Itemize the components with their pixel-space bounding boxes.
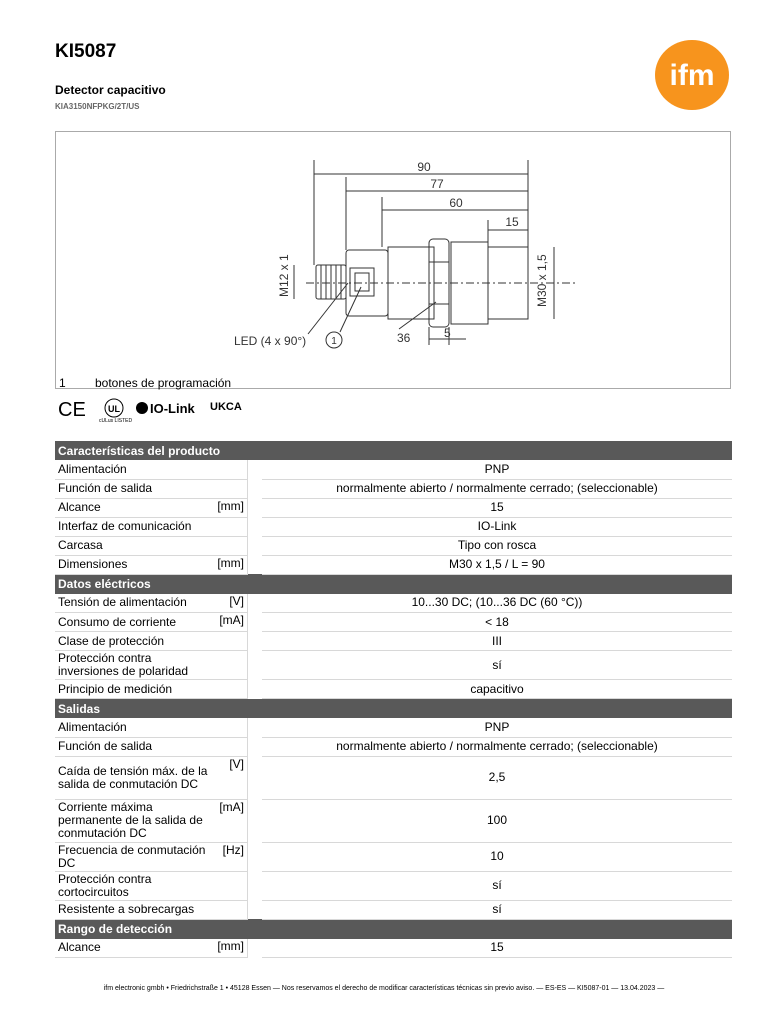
spec-row	[55, 555, 732, 574]
section-title: Salidas	[55, 699, 732, 719]
spec-gap	[248, 651, 263, 680]
spec-gap	[248, 737, 263, 756]
spec-label: Función de salida	[55, 479, 216, 498]
spec-gap	[248, 842, 263, 871]
dim-60: 60	[449, 196, 463, 210]
spec-gap	[248, 498, 263, 517]
spec-gap	[248, 632, 263, 651]
section-header	[55, 441, 732, 460]
spec-unit	[216, 871, 248, 900]
spec-row	[55, 737, 732, 756]
spec-value: normalmente abierto / normalmente cerrado; (seleccionable)	[262, 479, 732, 498]
spec-value: PNP	[262, 460, 732, 479]
footer-text: ifm electronic gmbh • Friedrichstraße 1 • 45128 Essen — Nos reservamos el derecho de modificar características técnicas sin previo aviso. — ES-ES — KI5087-01 — 13.04.2023 —	[103, 985, 665, 992]
section-title: Características del producto	[55, 441, 732, 460]
spec-gap	[248, 756, 263, 799]
spec-gap	[248, 900, 263, 919]
spec-unit	[216, 680, 248, 699]
certification-logos	[58, 396, 243, 424]
marker-1: 1	[331, 336, 337, 347]
section-header	[55, 919, 732, 939]
spec-gap	[248, 536, 263, 555]
spec-gap	[248, 517, 263, 536]
spec-label: Protección contra inversiones de polaridad	[55, 651, 216, 680]
spec-unit: [mm]	[216, 555, 248, 574]
footer	[0, 985, 768, 992]
ce-mark: CE	[58, 399, 86, 421]
spec-value: sí	[262, 900, 732, 919]
spec-value: PNP	[262, 718, 732, 737]
spec-value: 2,5	[262, 756, 732, 799]
spec-value: 10...30 DC; (10...36 DC (60 °C))	[262, 594, 732, 613]
spec-unit	[216, 517, 248, 536]
spec-value: III	[262, 632, 732, 651]
spec-gap	[248, 939, 263, 958]
spec-row	[55, 460, 732, 479]
spec-value: 15	[262, 498, 732, 517]
spec-row	[55, 613, 732, 632]
spec-value: sí	[262, 651, 732, 680]
spec-row	[55, 517, 732, 536]
spec-label: Alcance	[55, 939, 216, 958]
spec-row	[55, 536, 732, 555]
spec-gap	[248, 460, 263, 479]
spec-label: Función de salida	[55, 737, 216, 756]
spec-unit	[216, 460, 248, 479]
spec-row	[55, 651, 732, 680]
spec-unit: [Hz]	[216, 842, 248, 871]
spec-label: Interfaz de comunicación	[55, 517, 216, 536]
spec-unit: [mm]	[216, 498, 248, 517]
io-link-mark	[136, 401, 196, 416]
spec-label: Consumo de corriente	[55, 613, 216, 632]
spec-row	[55, 842, 732, 871]
logo-text: ifm	[669, 59, 715, 92]
spec-unit: [V]	[216, 594, 248, 613]
spec-row	[55, 799, 732, 842]
dim-90: 90	[417, 160, 431, 174]
ukca-mark: UKCA	[210, 401, 242, 413]
spec-unit	[216, 737, 248, 756]
spec-label: Caída de tensión máx. de la salida de conmutación DC	[55, 756, 216, 799]
spec-row	[55, 680, 732, 699]
spec-label: Resistente a sobrecargas	[55, 900, 216, 919]
spec-value: 10	[262, 842, 732, 871]
spec-unit	[216, 632, 248, 651]
spec-table	[55, 441, 732, 958]
spec-row	[55, 939, 732, 958]
product-subtitle: Detector capacitivo	[55, 83, 166, 97]
spec-row	[55, 900, 732, 919]
section-title: Rango de detección	[55, 919, 732, 939]
spec-unit	[216, 536, 248, 555]
dimension-drawing	[55, 131, 731, 389]
svg-text:UL: UL	[108, 404, 120, 414]
dim-15: 15	[505, 215, 519, 229]
spec-label: Clase de protección	[55, 632, 216, 651]
wrench-size: 36	[397, 331, 411, 345]
spec-value: sí	[262, 871, 732, 900]
spec-label: Alimentación	[55, 718, 216, 737]
spec-value: capacitivo	[262, 680, 732, 699]
spec-unit	[216, 900, 248, 919]
spec-row	[55, 632, 732, 651]
legend-text: botones de programación	[95, 376, 232, 390]
spec-gap	[248, 680, 263, 699]
nut-width: 5	[444, 326, 451, 340]
spec-gap	[248, 718, 263, 737]
dim-77: 77	[430, 177, 444, 191]
legend-number: 1	[59, 376, 66, 390]
spec-value: Tipo con rosca	[262, 536, 732, 555]
ul-mark	[99, 399, 132, 424]
spec-value: < 18	[262, 613, 732, 632]
ifm-logo	[654, 39, 730, 111]
spec-label: Tensión de alimentación	[55, 594, 216, 613]
spec-value: normalmente abierto / normalmente cerrado; (seleccionable)	[262, 737, 732, 756]
spec-value: 15	[262, 939, 732, 958]
spec-gap	[248, 479, 263, 498]
spec-gap	[248, 594, 263, 613]
spec-label: Alcance	[55, 498, 216, 517]
spec-row	[55, 871, 732, 900]
spec-gap	[248, 799, 263, 842]
product-title: KI5087	[55, 41, 117, 62]
spec-row	[55, 498, 732, 517]
spec-label: Carcasa	[55, 536, 216, 555]
spec-gap	[248, 613, 263, 632]
spec-gap	[248, 555, 263, 574]
spec-row	[55, 718, 732, 737]
spec-value: IO-Link	[262, 517, 732, 536]
led-label: LED (4 x 90°)	[234, 334, 307, 348]
spec-unit	[216, 718, 248, 737]
spec-unit	[216, 479, 248, 498]
spec-value: 100	[262, 799, 732, 842]
spec-row	[55, 594, 732, 613]
sensor-drawing	[56, 132, 732, 390]
spec-label: Principio de medición	[55, 680, 216, 699]
section-header	[55, 699, 732, 719]
spec-label: Dimensiones	[55, 555, 216, 574]
spec-label: Alimentación	[55, 460, 216, 479]
spec-value: M30 x 1,5 / L = 90	[262, 555, 732, 574]
spec-row	[55, 479, 732, 498]
spec-unit: [mA]	[216, 613, 248, 632]
section-title: Datos eléctricos	[55, 574, 732, 594]
dim-m30: M30 x 1,5	[535, 254, 549, 307]
spec-unit: [mm]	[216, 939, 248, 958]
spec-label: Corriente máxima permanente de la salida de conmutación DC	[55, 799, 216, 842]
spec-label: Protección contra cortocircuitos	[55, 871, 216, 900]
spec-unit	[216, 651, 248, 680]
spec-gap	[248, 871, 263, 900]
spec-unit: [mA]	[216, 799, 248, 842]
svg-text:IO-Link: IO-Link	[150, 401, 195, 416]
article-code: KIA3150NFPKG/2T/US	[55, 102, 140, 111]
spec-unit: [V]	[216, 756, 248, 799]
spec-row	[55, 756, 732, 799]
spec-label: Frecuencia de conmutación DC	[55, 842, 216, 871]
section-header	[55, 574, 732, 594]
svg-text:cULus LISTED: cULus LISTED	[99, 418, 133, 424]
dim-m12: M12 x 1	[277, 254, 291, 297]
